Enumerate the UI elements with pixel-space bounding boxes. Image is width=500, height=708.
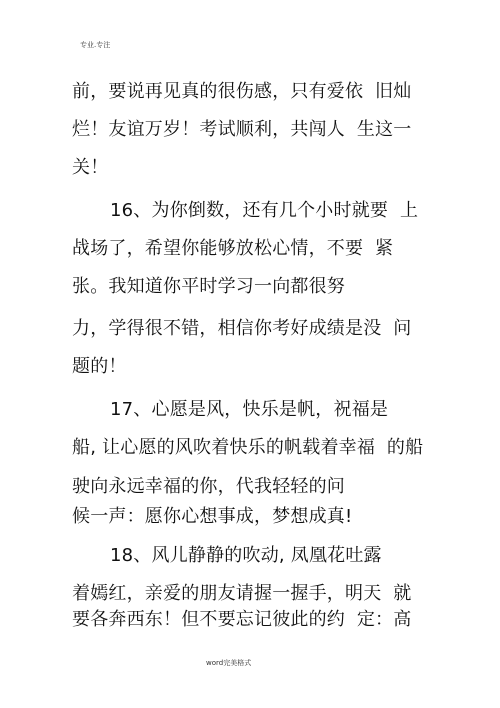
page-header: 专业.专注	[80, 41, 111, 49]
text-line: 驶向永远幸福的你，代我轻轻的问	[72, 476, 345, 497]
text-line: 烂！友谊万岁！考试顺利，共闯人 生这一	[72, 119, 412, 140]
text-line: 17、心愿是风，快乐是帆，祝福是	[110, 399, 389, 420]
text-line: 力，学得很不错，相信你考好成绩是没 问	[72, 318, 412, 339]
text-line: 战场了，希望你能够放松心情，不要 紧	[72, 238, 394, 259]
text-line: 张。我知道你平时学习一向都很努	[72, 276, 345, 297]
text-line: 18、风儿静静的吹动, 凤凰花吐露	[110, 545, 382, 566]
text-line: 题的！	[72, 356, 127, 377]
text-line: 船, 让心愿的风吹着快乐的帆载着幸福 的船	[72, 437, 424, 458]
text-line: 候一声：愿你心想事成，梦想成真!	[72, 506, 353, 527]
text-line: 着嫣红，亲爱的朋友请握一握手，明天 就	[72, 583, 412, 604]
text-line: 关！	[72, 157, 109, 178]
text-line: 16、为你倒数，还有几个小时就要 上	[110, 200, 419, 221]
page-footer: word完美格式	[206, 659, 252, 667]
text-line: 要各奔西东！但不要忘记彼此的约 定：高	[72, 609, 412, 630]
text-line: 前，要说再见真的很伤感，只有爱依 旧灿	[72, 81, 412, 102]
